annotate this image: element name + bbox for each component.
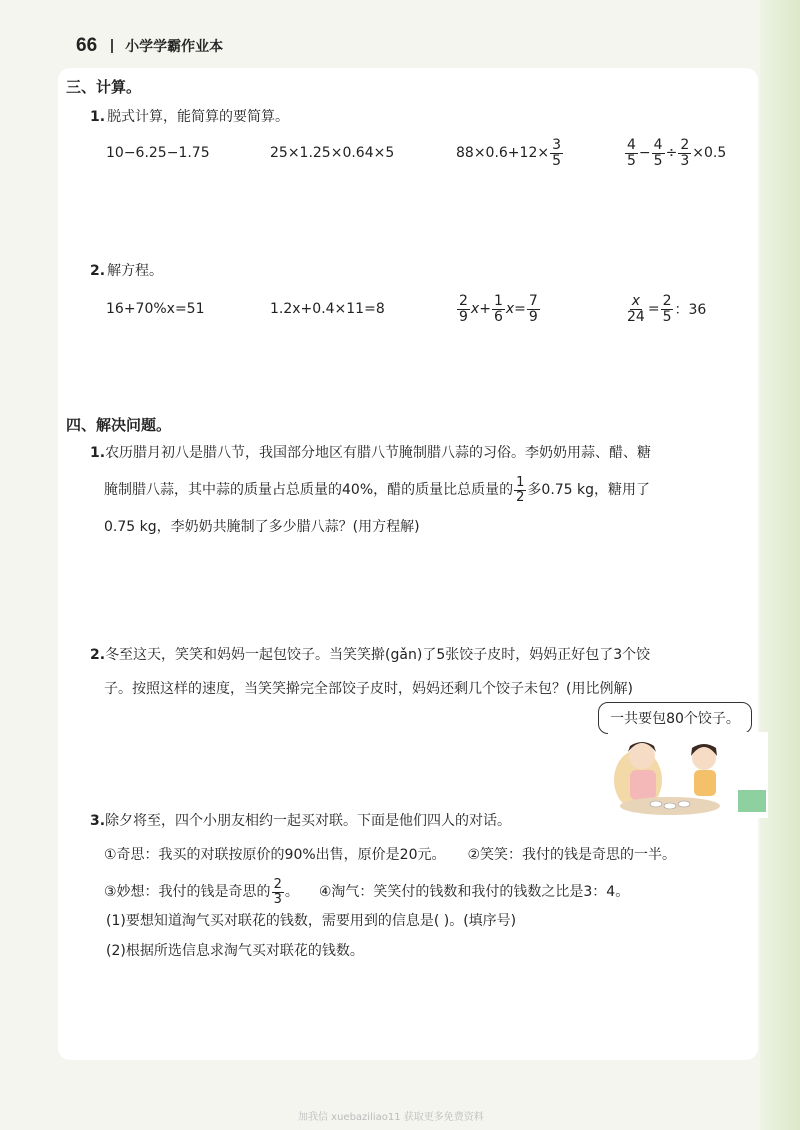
frac-num: 7 [528, 292, 538, 309]
problem-3-info-row1 [90, 838, 750, 872]
equation-2d [624, 286, 706, 332]
problem-1 [90, 436, 750, 544]
problem-2-line2: 子。按照这样的速度，当笑笑擀完全部饺子皮时，妈妈还剩几个饺子未包？(用比例解) [104, 681, 633, 697]
frac-num: 3 [552, 136, 562, 153]
q1-title [90, 106, 289, 126]
q1-text: 脱式计算，能简算的要简算。 [107, 109, 290, 125]
problem-1-line3: 0.75 kg，李奶奶共腌制了多少腊八蒜？(用方程解) [104, 519, 420, 535]
frac-den: 5 [627, 152, 636, 169]
frac-den: 3 [273, 891, 282, 907]
info-3-fraction [272, 878, 284, 906]
page-edge [760, 0, 800, 1130]
info-3: ③妙想：我付的钱是奇思的 [104, 884, 271, 900]
info-3-end: 。 [284, 884, 299, 900]
frac-den: 5 [653, 152, 663, 169]
frac-num: 1 [493, 292, 503, 309]
sub-question-1: (1)要想知道淘气买对联花的钱数，需要用到的信息是( )。(填序号) [106, 913, 517, 929]
expr-1c-fraction [550, 138, 563, 168]
q2-text: 解方程。 [107, 263, 164, 279]
section-4-title: 四、解决问题。 [66, 416, 172, 434]
problem-1-line1 [90, 436, 750, 470]
header-divider [111, 39, 113, 53]
frac-den: 2 [516, 489, 525, 505]
section-3-title: 三、计算。 [66, 78, 142, 96]
frac-num: 4 [653, 136, 663, 153]
frac-den: 24 [627, 308, 645, 325]
page-number: 66 [76, 35, 98, 56]
problem-2-line1 [90, 638, 750, 672]
equals-sign: = [647, 301, 660, 317]
q1-number: 1. [90, 109, 106, 125]
eq-term: x+ [470, 301, 491, 317]
eq-2d-frac1 [625, 294, 647, 324]
problem-3-line1 [90, 804, 750, 838]
expr-1b: 25×1.25×0.64×5 [270, 145, 395, 161]
problem-3 [90, 804, 750, 912]
frac-num: 2 [662, 292, 672, 309]
book-title: 小学学霸作业本 [125, 39, 224, 55]
frac-num: x [631, 292, 641, 309]
expr-1d-frac1 [625, 138, 638, 168]
eq-2c-frac1 [457, 294, 470, 324]
frac-den: 9 [528, 308, 538, 325]
frac-num: 1 [516, 474, 525, 490]
worksheet-card [58, 68, 758, 1060]
expr-1d [624, 130, 726, 176]
info-1: ①奇思：我买的对联按原价的90%出售，原价是20元。 [104, 847, 446, 863]
frac-den: 5 [552, 152, 562, 169]
eq-2d-frac2 [661, 294, 674, 324]
frac-den: 5 [662, 308, 672, 325]
watermark: 加我信 xuebaziliao11 获取更多免费资料 [298, 1112, 484, 1123]
expr-1c-prefix: 88×0.6+12× [456, 145, 550, 161]
problem-1-text3: 多0.75 kg，糖用了 [527, 482, 651, 498]
problem-1-text1: 农历腊月初八是腊八节，我国部分地区有腊八节腌制腊八蒜的习俗。李奶奶用蒜、醋、糖 [105, 445, 652, 461]
info-4: ④淘气：笑笑付的钱数和我付的钱数之比是3：4。 [318, 884, 630, 900]
eq-2c-frac3 [527, 294, 540, 324]
speech-bubble: 一共要包80个饺子。 [598, 702, 752, 734]
frac-den: 6 [493, 308, 503, 325]
frac-den: 3 [680, 152, 690, 169]
operator: − [638, 145, 651, 161]
expr-1a: 10−6.25−1.75 [106, 145, 210, 161]
q2-title [90, 260, 163, 280]
expr-suffix: ×0.5 [692, 145, 727, 161]
problem-3-number: 3. [90, 813, 106, 829]
equation-2c [456, 286, 541, 332]
eq-term: x= [505, 301, 526, 317]
problem-1-text2: 腌制腊八蒜，其中蒜的质量占总质量的40%，醋的质量比总质量的 [104, 482, 514, 498]
frac-den: 9 [459, 308, 468, 325]
problem-1-line2 [90, 470, 750, 510]
frac-num: 2 [680, 136, 690, 153]
sub-question-2: (2)根据所选信息求淘气买对联花的钱数。 [106, 943, 364, 959]
q2-number: 2. [90, 263, 106, 279]
problem-3-text1: 除夕将至，四个小朋友相约一起买对联。下面是他们四人的对话。 [105, 813, 512, 829]
page-header [76, 34, 223, 58]
info-2: ②笑笑：我付的钱是奇思的一半。 [467, 847, 677, 863]
frac-num: 4 [627, 136, 636, 153]
equation-2b: 1.2x+0.4×11=8 [270, 301, 385, 317]
eq-2c-frac2 [492, 294, 505, 324]
problem-3-info-row2 [90, 872, 750, 912]
expr-1d-frac2 [652, 138, 665, 168]
expr-1c [456, 130, 564, 176]
problem-1-fraction [514, 476, 526, 504]
problem-2-text1: 冬至这天，笑笑和妈妈一起包饺子。当笑笑擀(gǎn)了5张饺子皮时，妈妈正好包了3个饺 [105, 647, 651, 663]
equation-2a: 16+70%x=51 [106, 301, 205, 317]
problem-1-number: 1. [90, 445, 106, 461]
problem-2 [90, 638, 750, 706]
operator: ÷ [665, 145, 678, 161]
ratio-suffix: ：36 [674, 302, 707, 318]
frac-num: 2 [273, 876, 282, 892]
expr-1d-frac3 [678, 138, 691, 168]
frac-num: 2 [459, 292, 468, 309]
problem-2-number: 2. [90, 647, 106, 663]
